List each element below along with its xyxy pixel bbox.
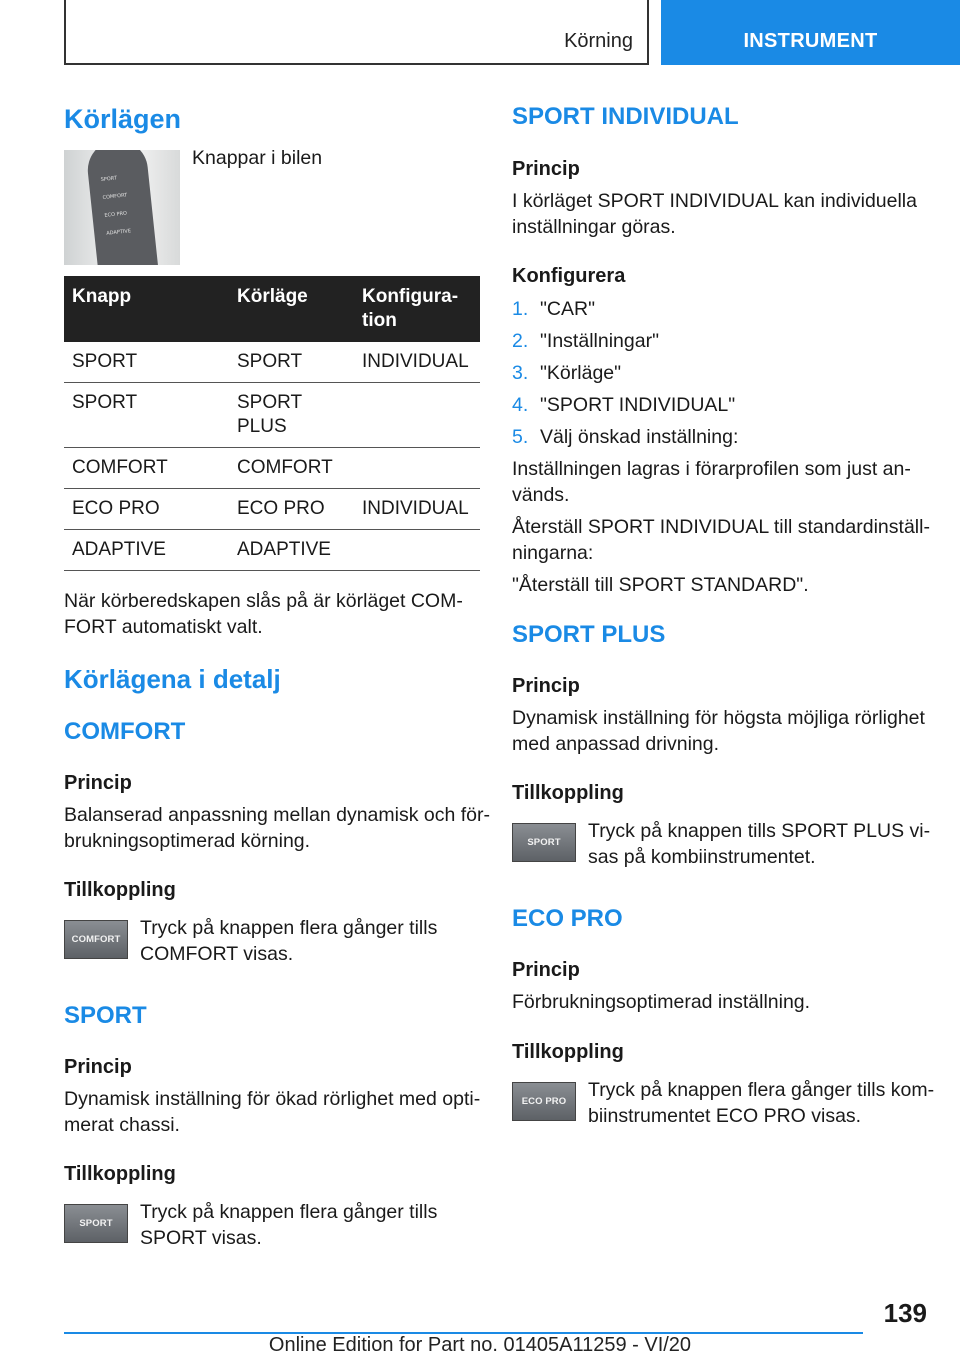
eco-pro-principle-label: Princip xyxy=(512,959,580,981)
drive-mode-buttons-photo xyxy=(64,150,180,265)
table-header-row xyxy=(64,276,480,342)
sport-individual-title: SPORT INDIVIDUAL xyxy=(512,103,739,130)
sport-individual-principle-text: I körläget SPORT INDIVIDUAL kan individuella inställningar göras. xyxy=(512,190,917,238)
comfort-principle-label: Princip xyxy=(64,772,132,794)
step-text: "SPORT INDIVIDUAL" xyxy=(540,394,736,416)
table-cell: COMFORT xyxy=(64,448,229,489)
comfort-principle-text: Balanserad anpassning mellan dynamisk och för- brukningsoptimerad körning. xyxy=(64,804,490,852)
header-chapter-label: INSTRUMENT xyxy=(743,30,878,52)
table-cell: ADAPTIVE xyxy=(229,530,354,571)
comfort-activation-label: Tillkoppling xyxy=(64,879,176,901)
table-row xyxy=(64,342,480,383)
sport-plus-title: SPORT PLUS xyxy=(512,621,666,648)
list-item xyxy=(512,293,738,325)
table-cell xyxy=(354,383,480,448)
sport-plus-button-label: SPORT xyxy=(527,837,561,848)
configure-steps xyxy=(512,293,738,453)
comfort-title: COMFORT xyxy=(64,718,186,745)
step-number: 3. xyxy=(512,362,529,384)
table-header-cell: Körläge xyxy=(229,276,354,342)
footer-edition xyxy=(0,1334,960,1357)
table-cell xyxy=(354,530,480,571)
table-cell: SPORT PLUS xyxy=(229,383,354,448)
comfort-button-icon xyxy=(64,920,128,959)
table-cell: ADAPTIVE xyxy=(64,530,229,571)
page-title: Körlägen xyxy=(64,104,182,134)
default-mode-note: När körberedskapen slås på är körläget COM- FORT automatiskt valt. xyxy=(64,590,463,638)
list-item xyxy=(512,389,738,421)
photo-caption: Knappar i bilen xyxy=(192,147,323,169)
list-item xyxy=(512,357,738,389)
eco-pro-activation-label: Tillkoppling xyxy=(512,1041,624,1063)
list-item xyxy=(512,325,738,357)
photo-label: SPORT xyxy=(100,175,118,184)
page-number: 139 xyxy=(883,1298,927,1328)
sport-activation-label: Tillkoppling xyxy=(64,1163,176,1185)
eco-pro-button-label: ECO PRO xyxy=(521,1096,567,1107)
sport-button-icon xyxy=(64,1204,128,1243)
sport-plus-activation-label: Tillkoppling xyxy=(512,782,624,804)
step-number: 4. xyxy=(512,394,529,416)
sport-principle-label: Princip xyxy=(64,1056,132,1078)
header-section-label: Körning xyxy=(564,30,633,52)
table-row xyxy=(64,489,480,530)
eco-pro-button-icon xyxy=(512,1082,576,1121)
setting-saved-text: Inställningen lagras i förarprofilen som just an- vänds. xyxy=(512,458,911,506)
table-cell: SPORT xyxy=(64,342,229,383)
step-text: "Inställningar" xyxy=(540,330,659,352)
table-cell xyxy=(354,448,480,489)
sport-plus-activation-text: Tryck på knappen tills SPORT PLUS vi- sas på kombiinstrumentet. xyxy=(588,820,931,868)
header-chapter-tab xyxy=(661,0,960,65)
sport-individual-principle-label: Princip xyxy=(512,158,580,180)
step-text: "CAR" xyxy=(540,298,596,320)
comfort-activation-text: Tryck på knappen flera gånger tills COMFORT visas. xyxy=(140,917,438,965)
table-header-cell: Konfigura- tion xyxy=(354,276,480,342)
reset-text: Återställ SPORT INDIVIDUAL till standardinställ- ningarna: xyxy=(512,516,930,564)
photo-label: COMFORT xyxy=(102,192,128,201)
photo-label: ECO PRO xyxy=(104,210,128,219)
step-number: 2. xyxy=(512,330,529,352)
table-cell: INDIVIDUAL xyxy=(354,342,480,383)
table-row xyxy=(64,383,480,448)
table-cell: SPORT xyxy=(64,383,229,448)
detail-title: Körlägena i detalj xyxy=(64,664,281,694)
sport-title: SPORT xyxy=(64,1002,147,1029)
step-number: 1. xyxy=(512,298,529,320)
eco-pro-title: ECO PRO xyxy=(512,905,623,932)
button-panel xyxy=(85,150,159,265)
step-number: 5. xyxy=(512,426,529,448)
configure-label: Konfigurera xyxy=(512,265,626,287)
table-row xyxy=(64,448,480,489)
photo-label: ADAPTIVE xyxy=(106,228,132,237)
sport-plus-button-icon xyxy=(512,823,576,862)
reset-command: "Återställ till SPORT STANDARD". xyxy=(512,574,809,596)
list-item xyxy=(512,421,738,453)
step-text: "Körläge" xyxy=(540,362,622,384)
table-cell: ECO PRO xyxy=(229,489,354,530)
sport-button-label: SPORT xyxy=(79,1218,113,1229)
footer-edition-text: Online Edition for Part no. 01405A11259 - VI/20 xyxy=(268,1334,692,1356)
sport-plus-principle-text: Dynamisk inställning för högsta möjliga rörlighet med anpassad drivning. xyxy=(512,707,925,755)
table-cell: COMFORT xyxy=(229,448,354,489)
table-row xyxy=(64,530,480,571)
sport-activation-text: Tryck på knappen flera gånger tills SPORT visas. xyxy=(140,1201,438,1249)
eco-pro-principle-text: Förbrukningsoptimerad inställning. xyxy=(512,991,811,1013)
eco-pro-activation-text: Tryck på knappen flera gånger tills kom- biinstrumentet ECO PRO visas. xyxy=(588,1079,935,1127)
drive-mode-table xyxy=(64,276,480,571)
table-cell: SPORT xyxy=(229,342,354,383)
table-cell: ECO PRO xyxy=(64,489,229,530)
sport-plus-principle-label: Princip xyxy=(512,675,580,697)
table-header-cell: Knapp xyxy=(64,276,229,342)
table-cell: INDIVIDUAL xyxy=(354,489,480,530)
comfort-button-label: COMFORT xyxy=(71,934,121,945)
step-text: Välj önskad inställning: xyxy=(540,426,739,448)
sport-principle-text: Dynamisk inställning för ökad rörlighet med opti- merat chassi. xyxy=(64,1088,481,1136)
header-section-tab xyxy=(64,0,649,65)
